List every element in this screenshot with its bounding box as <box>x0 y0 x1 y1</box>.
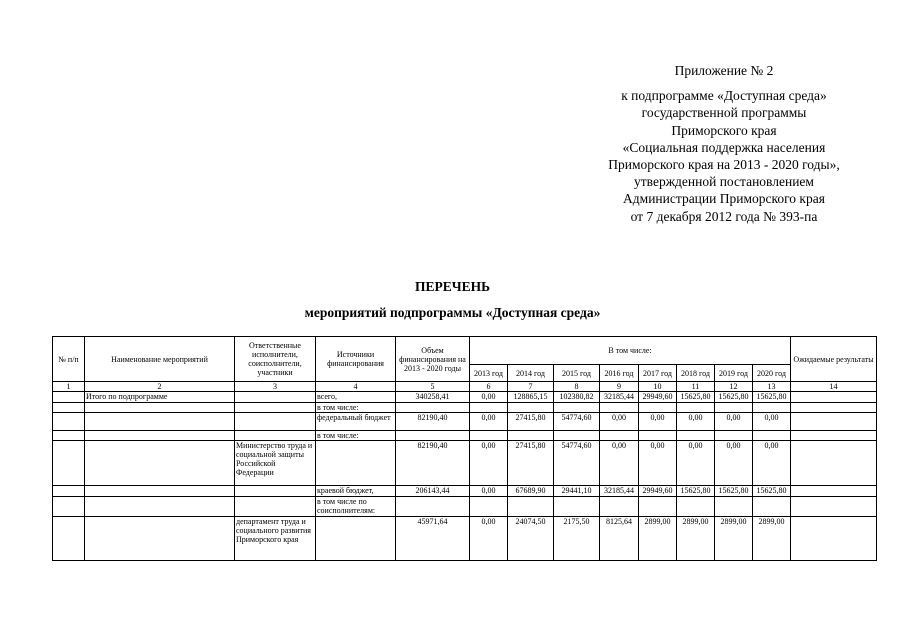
row-year-value: 27415,80 <box>508 441 554 486</box>
row-year-value: 54774,60 <box>554 413 600 431</box>
row-year-value <box>600 431 639 441</box>
row-name <box>85 441 235 486</box>
row-total: 82190,40 <box>396 413 470 431</box>
row-name <box>85 497 235 517</box>
row-year-value <box>600 403 639 413</box>
row-year-value: 32185,44 <box>600 392 639 403</box>
row-executor: Министерство труда и социальной защиты Российской Федерации <box>235 441 316 486</box>
row-num <box>53 497 85 517</box>
row-year-value: 2899,00 <box>715 517 753 561</box>
row-source <box>316 441 396 486</box>
row-year-value <box>554 431 600 441</box>
row-num <box>53 431 85 441</box>
row-year-value: 2175,50 <box>554 517 600 561</box>
row-year-value <box>508 431 554 441</box>
document-title: ПЕРЕЧЕНЬ <box>414 279 491 294</box>
row-total <box>396 403 470 413</box>
column-number: 11 <box>677 382 715 392</box>
row-year-value <box>677 431 715 441</box>
appendix-number: Приложение № 2 <box>674 63 774 78</box>
row-year-value: 27415,80 <box>508 413 554 431</box>
header-year: 2019 год <box>715 365 753 382</box>
column-numbers-row <box>53 382 877 392</box>
row-result <box>791 413 877 431</box>
row-year-value: 0,00 <box>470 441 508 486</box>
row-year-value <box>470 497 508 517</box>
row-year-value: 0,00 <box>470 486 508 497</box>
column-number: 6 <box>470 382 508 392</box>
header-results: Ожидаемые результаты <box>791 337 877 382</box>
row-num <box>53 403 85 413</box>
row-source: всего, <box>316 392 396 403</box>
row-year-value: 2899,00 <box>639 517 677 561</box>
row-year-value <box>639 497 677 517</box>
column-number: 4 <box>316 382 396 392</box>
row-year-value: 29949,60 <box>639 392 677 403</box>
row-source: в том числе: <box>316 431 396 441</box>
column-number: 10 <box>639 382 677 392</box>
document-subtitle: мероприятий подпрограммы «Доступная среда» <box>304 305 601 320</box>
row-year-value: 15625,80 <box>715 486 753 497</box>
row-source: федеральный бюджет <box>316 413 396 431</box>
row-result <box>791 497 877 517</box>
column-number: 2 <box>85 382 235 392</box>
row-year-value <box>715 431 753 441</box>
row-year-value: 0,00 <box>753 413 791 431</box>
row-year-value: 15625,80 <box>677 392 715 403</box>
row-source <box>316 517 396 561</box>
row-total: 45971,64 <box>396 517 470 561</box>
row-num <box>53 486 85 497</box>
row-year-value <box>554 497 600 517</box>
appendix-line: Приморского края на 2013 - 2020 годы», <box>608 157 840 173</box>
row-year-value <box>677 497 715 517</box>
row-year-value: 15625,80 <box>677 486 715 497</box>
header-year: 2016 год <box>600 365 639 382</box>
row-year-value <box>470 403 508 413</box>
row-year-value: 32185,44 <box>600 486 639 497</box>
row-year-value <box>639 403 677 413</box>
row-result <box>791 441 877 486</box>
row-year-value: 2899,00 <box>753 517 791 561</box>
row-year-value: 102380,82 <box>554 392 600 403</box>
row-result <box>791 431 877 441</box>
appendix-line: Администрации Приморского края <box>623 191 825 207</box>
row-year-value <box>715 403 753 413</box>
table-row <box>53 392 877 403</box>
row-year-value: 24074,50 <box>508 517 554 561</box>
row-year-value: 67689,90 <box>508 486 554 497</box>
header-year: 2013 год <box>470 365 508 382</box>
row-year-value: 0,00 <box>715 441 753 486</box>
row-year-value: 15625,80 <box>753 486 791 497</box>
row-executor <box>235 486 316 497</box>
row-year-value: 0,00 <box>600 441 639 486</box>
row-num <box>53 517 85 561</box>
header-year: 2015 год <box>554 365 600 382</box>
activities-table <box>52 336 877 561</box>
column-number: 9 <box>600 382 639 392</box>
table-row <box>53 441 877 486</box>
row-name <box>85 413 235 431</box>
column-number: 12 <box>715 382 753 392</box>
row-executor <box>235 413 316 431</box>
row-name <box>85 517 235 561</box>
row-year-value: 0,00 <box>470 517 508 561</box>
row-year-value: 2899,00 <box>677 517 715 561</box>
row-year-value <box>639 431 677 441</box>
row-executor: департамент труда и социального развития Приморского края <box>235 517 316 561</box>
row-year-value: 54774,60 <box>554 441 600 486</box>
row-year-value: 0,00 <box>715 413 753 431</box>
row-year-value: 15625,80 <box>753 392 791 403</box>
row-year-value <box>753 497 791 517</box>
column-number: 3 <box>235 382 316 392</box>
row-year-value: 0,00 <box>470 392 508 403</box>
header-name: Наименование мероприятий <box>85 337 235 382</box>
row-year-value: 0,00 <box>639 441 677 486</box>
header-including: В том числе: <box>470 337 791 365</box>
row-total: 340258,41 <box>396 392 470 403</box>
row-year-value: 128865,15 <box>508 392 554 403</box>
row-total <box>396 431 470 441</box>
row-source: краевой бюджет, <box>316 486 396 497</box>
header-year: 2020 год <box>753 365 791 382</box>
header-executors: Ответственные исполнители, соисполнители, участники <box>235 337 316 382</box>
row-year-value <box>470 431 508 441</box>
row-total <box>396 497 470 517</box>
appendix-line: от 7 декабря 2012 года № 393-па <box>630 208 818 224</box>
row-executor <box>235 497 316 517</box>
appendix-line: утвержденной постановлением <box>634 174 814 190</box>
row-executor <box>235 403 316 413</box>
appendix-line: Приморского края <box>671 122 777 138</box>
row-year-value <box>753 403 791 413</box>
row-year-value: 0,00 <box>470 413 508 431</box>
column-number: 7 <box>508 382 554 392</box>
row-result <box>791 403 877 413</box>
row-source: в том числе по соисполнителям: <box>316 497 396 517</box>
header-year: 2018 год <box>677 365 715 382</box>
row-year-value: 0,00 <box>753 441 791 486</box>
row-year-value <box>600 497 639 517</box>
row-year-value <box>677 403 715 413</box>
column-number: 5 <box>396 382 470 392</box>
row-year-value: 8125,64 <box>600 517 639 561</box>
row-num <box>53 413 85 431</box>
row-result <box>791 392 877 403</box>
column-number: 1 <box>53 382 85 392</box>
row-year-value <box>554 403 600 413</box>
table-row <box>53 497 877 517</box>
appendix-line: государственной программы <box>641 105 807 121</box>
row-year-value <box>715 497 753 517</box>
table-row <box>53 403 877 413</box>
table-row <box>53 486 877 497</box>
row-year-value: 0,00 <box>639 413 677 431</box>
row-year-value <box>508 497 554 517</box>
column-number: 13 <box>753 382 791 392</box>
table-body <box>53 392 877 561</box>
appendix-block <box>590 62 858 225</box>
header-sources: Источники финансирования <box>316 337 396 382</box>
row-source: в том числе: <box>316 403 396 413</box>
row-num <box>53 392 85 403</box>
header-year: 2014 год <box>508 365 554 382</box>
row-name <box>85 486 235 497</box>
row-total: 206143,44 <box>396 486 470 497</box>
row-executor <box>235 431 316 441</box>
row-year-value: 0,00 <box>677 413 715 431</box>
row-year-value: 29441,10 <box>554 486 600 497</box>
table-row <box>53 413 877 431</box>
row-name: Итого по подпрограмме <box>85 392 235 403</box>
row-year-value: 0,00 <box>600 413 639 431</box>
row-name <box>85 403 235 413</box>
appendix-line: к подпрограмме «Доступная среда» <box>621 88 827 104</box>
header-volume: Объем финансирования на 2013 - 2020 годы <box>396 337 470 382</box>
column-number: 8 <box>554 382 600 392</box>
header-year: 2017 год <box>639 365 677 382</box>
row-year-value <box>753 431 791 441</box>
row-total: 82190,40 <box>396 441 470 486</box>
row-executor <box>235 392 316 403</box>
row-year-value <box>508 403 554 413</box>
row-year-value: 0,00 <box>677 441 715 486</box>
row-num <box>53 441 85 486</box>
table-row <box>53 431 877 441</box>
header-num: № п/п <box>53 337 85 382</box>
table-header-row <box>53 337 877 365</box>
row-year-value: 29949,60 <box>639 486 677 497</box>
column-number: 14 <box>791 382 877 392</box>
row-name <box>85 431 235 441</box>
table-row <box>53 517 877 561</box>
row-result <box>791 517 877 561</box>
appendix-line: «Социальная поддержка населения <box>622 139 826 155</box>
row-result <box>791 486 877 497</box>
row-year-value: 15625,80 <box>715 392 753 403</box>
